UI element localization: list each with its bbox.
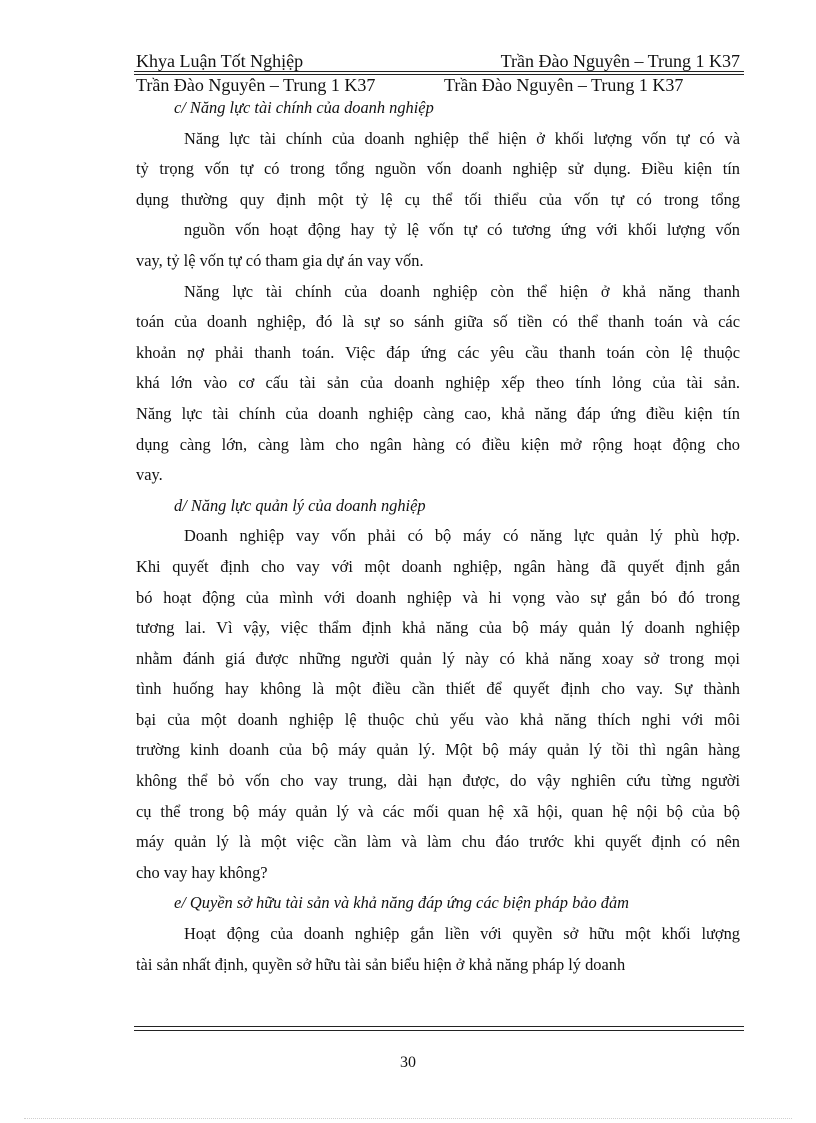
text-line: bó hoạt động của mình với doanh nghiệp và hi vọng vào sự gắn bó đó trong: [136, 587, 740, 607]
text-line: tài sản nhất định, quyền sở hữu tài sản biểu hiện ở khả năng pháp lý doanh: [136, 954, 626, 974]
text-line: cho vay hay không?: [136, 862, 268, 882]
page-edge-divider: [24, 1118, 792, 1119]
section-heading-d: d/ Năng lực quản lý của doanh nghiệp: [174, 495, 426, 515]
section-heading-e: e/ Quyền sở hữu tài sản và khả năng đáp ứng các biện pháp bảo đảm: [174, 893, 629, 913]
footer-rule-top: [134, 1026, 744, 1027]
running-header: [136, 51, 740, 71]
text-line: tỷ trọng vốn tự có trong tổng nguồn vốn doanh nghiệp sử dụng. Điều kiện tín: [136, 159, 740, 179]
text-line: dụng càng lớn, càng làm cho ngân hàng có điều kiện mở rộng hoạt động cho: [136, 434, 740, 454]
header-left-title: Khya Luận Tốt Nghịệp: [136, 51, 304, 71]
header-right-title: Trần Đào Nguyên – Trung 1 K37: [500, 51, 740, 71]
text-line: Doanh nghiệp vay vốn phải có bộ máy có năng lực quản lý phù hợp.: [184, 526, 740, 546]
text-line: Năng lực tài chính của doanh nghiệp càng cao, khả năng đáp ứng điều kiện tín: [136, 403, 740, 423]
header-repeat-right: Trần Đào Nguyên – Trung 1 K37: [444, 75, 684, 95]
text-line: tương lai. Vì vậy, việc thẩm định khả năng của bộ máy quản lý doanh nghiệp: [136, 618, 740, 638]
paragraph-c2: [136, 277, 740, 491]
running-header-repeat: [136, 75, 740, 95]
text-line: máy quản lý là một việc cần làm và làm chu đáo trước khi quyết định có nên: [136, 832, 740, 852]
text-line: vay.: [136, 465, 163, 485]
text-line: Năng lực tài chính của doanh nghiệp còn thể hiện ở khả năng thanh: [184, 281, 740, 301]
page-number: 30: [400, 1054, 416, 1071]
text-line: dụng thường quy định một tỷ lệ cụ thể tối thiểu của vốn tự có trong tổng: [136, 189, 740, 209]
text-line: khá lớn vào cơ cấu tài sản của doanh nghiệp xếp theo tính lỏng của tài sản.: [136, 373, 740, 393]
text-line: vay, tỷ lệ vốn tự có tham gia dự án vay vốn.: [136, 250, 424, 270]
page-body: [136, 93, 740, 980]
paragraph-e1: [136, 919, 740, 980]
text-line: nguồn vốn hoạt động hay tỷ lệ vốn tự có tương ứng với khối lượng vốn: [184, 220, 740, 240]
text-line: Khi quyết định cho vay với một doanh nghiệp, ngân hàng đã quyết định gắn: [136, 556, 740, 576]
text-line: Hoạt động của doanh nghiệp gắn liền với quyền sở hữu một khối lượng: [184, 924, 740, 944]
paragraph-d1: [136, 521, 740, 888]
text-line: toán của doanh nghiệp, đó là sự so sánh giữa số tiền có thể thanh toán và các: [136, 312, 740, 332]
text-line: Năng lực tài chính của doanh nghiệp thể hiện ở khối lượng vốn tự có và: [184, 128, 740, 148]
text-line: cụ thể trong bộ máy quản lý và các mối quan hệ xã hội, quan hệ nội bộ của bộ: [136, 801, 740, 821]
text-line: bại của một doanh nghiệp lệ thuộc chủ yếu vào khả năng thích nghi với môi: [136, 709, 740, 729]
text-line: trường kinh doanh của bộ máy quản lý. Một bộ máy quản lý tồi thì ngân hàng: [136, 740, 740, 760]
text-line: tình huống hay không là một điều cần thiết để quyết định cho vay. Sự thành: [136, 679, 740, 699]
text-line: khoản nợ phải thanh toán. Việc đáp ứng các yêu cầu thanh toán còn lệ thuộc: [136, 342, 740, 362]
header-repeat-left: Trần Đào Nguyên – Trung 1 K37: [136, 75, 376, 95]
paragraph-c1: [136, 124, 740, 277]
header-rule-top: [134, 71, 744, 72]
text-line: không thể bỏ vốn cho vay trung, dài hạn được, do vậy nghiên cứu từng người: [136, 771, 740, 791]
text-line: nhằm đánh giá được những người quản lý này có khả năng xoay sở trong mọi: [136, 648, 740, 668]
footer-rule-bottom: [134, 1030, 744, 1031]
section-heading-c: c/ Năng lực tài chính của doanh nghiệp: [174, 98, 434, 117]
